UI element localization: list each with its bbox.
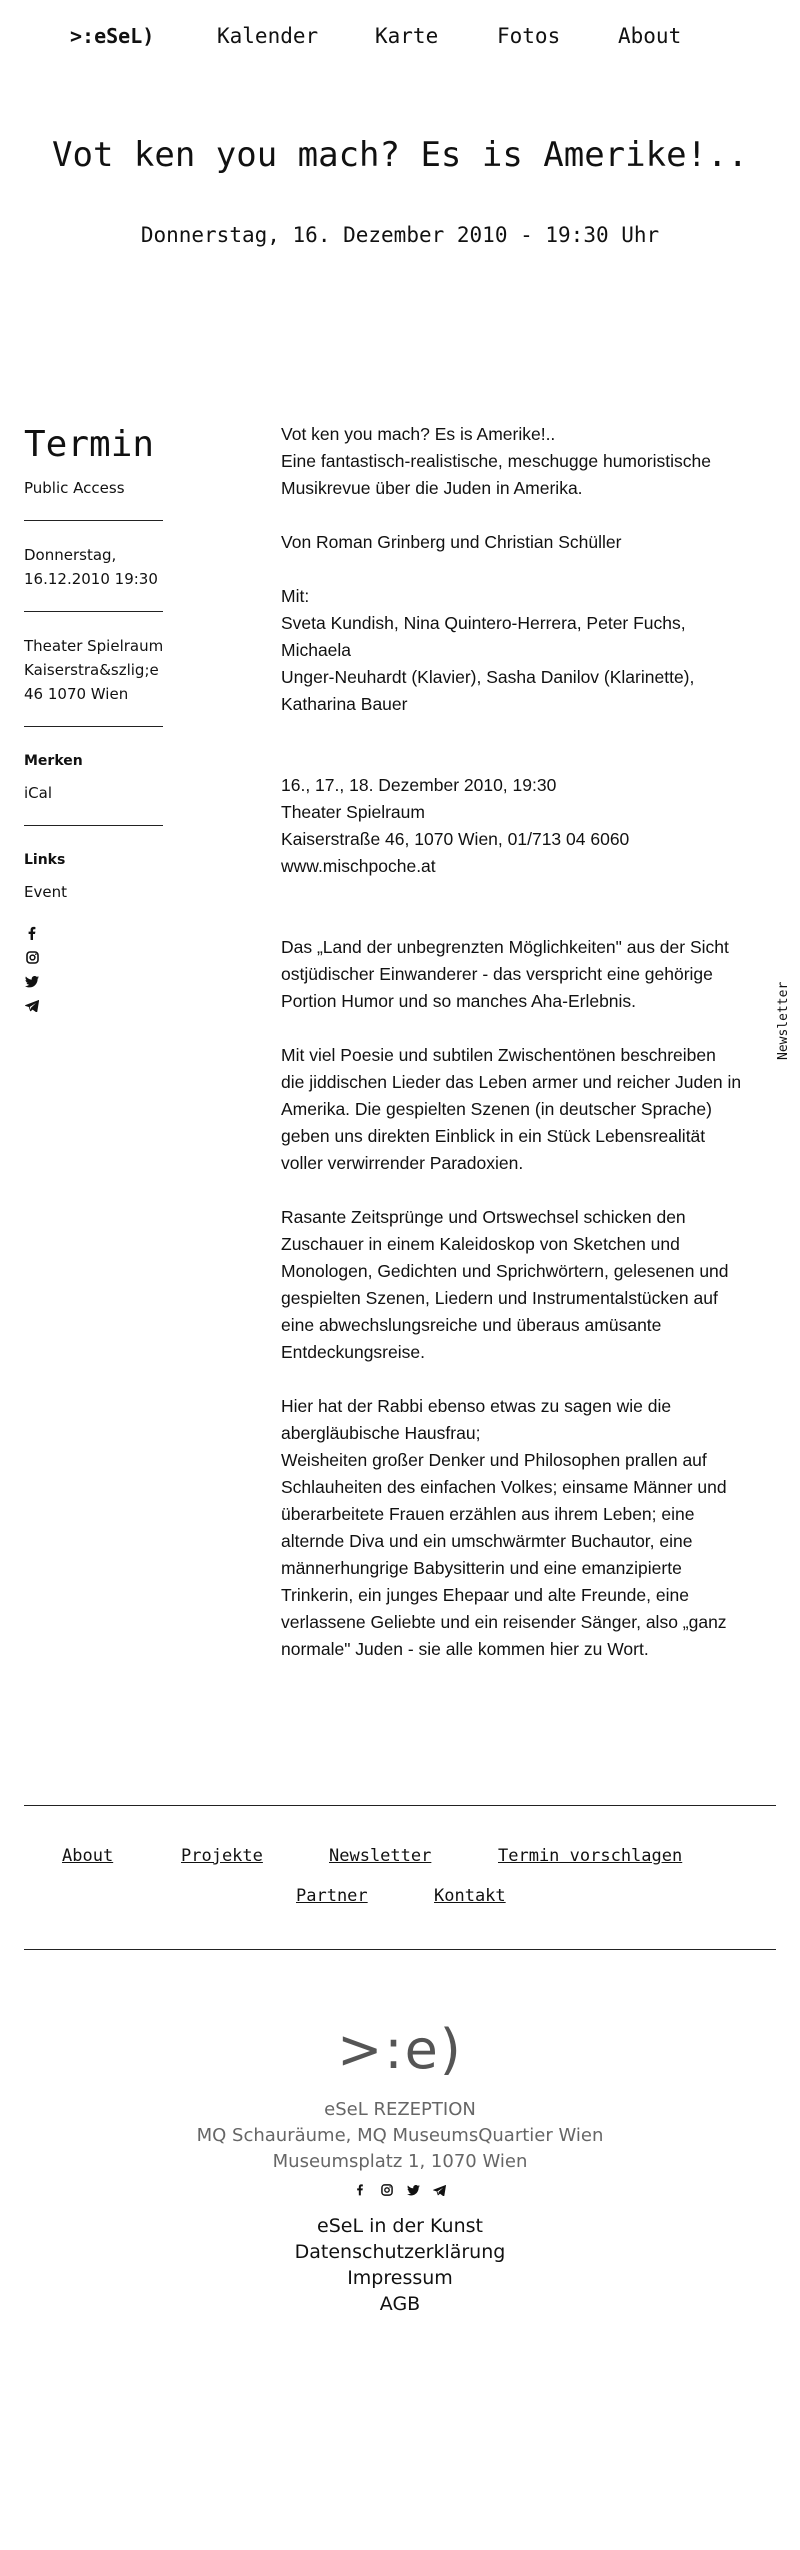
sidebar-title: Termin [24, 424, 155, 465]
text-line: männerhungrige Babysitterin und eine emanzipierte [281, 1558, 682, 1578]
paragraph-gap [281, 556, 789, 583]
paragraph-gap [281, 718, 789, 745]
event-sidebar [24, 420, 164, 1020]
telegram-icon[interactable] [429, 2184, 451, 2200]
footer-link-agb[interactable]: AGB [379, 2293, 421, 2315]
divider [24, 520, 163, 521]
text-line: Rasante Zeitsprünge und Ortswechsel schicken den [281, 1207, 686, 1227]
access-label: Public Access [24, 479, 125, 497]
text-line: normale" Juden - sie alle kommen hier zu Wort. [281, 1639, 649, 1659]
paragraph-gap [281, 907, 789, 934]
footer-address-1: MQ Schauräume, MQ MuseumsQuartier Wien [196, 2125, 604, 2146]
footer-legal-links [0, 2213, 800, 2317]
text-line: www.mischpoche.at [281, 856, 436, 876]
venue-city: 46 1070 Wien [24, 685, 129, 703]
main-nav [0, 24, 800, 54]
instagram-icon[interactable] [376, 2184, 398, 2200]
sidebar-date [24, 543, 164, 591]
paragraph-gap [281, 745, 789, 772]
links-label: Links [24, 852, 66, 868]
text-line: Von Roman Grinberg und Christian Schüller [281, 532, 622, 552]
footer-link-impressum[interactable]: Impressum [347, 2267, 453, 2289]
text-line: Unger-Neuhardt (Klavier), Sasha Danilov (Klarinette), [281, 667, 695, 687]
nav-fotos[interactable]: Fotos [497, 24, 561, 48]
page-title: Vot ken you mach? Es is Amerike!.. [52, 135, 748, 175]
text-line: Schlauheiten des einfachen Volkes; einsame Männer und [281, 1477, 727, 1497]
divider [24, 825, 163, 826]
footer-address-2: Museumsplatz 1, 1070 Wien [272, 2151, 528, 2172]
ical-link[interactable]: iCal [24, 784, 53, 802]
footer-link-partner[interactable]: Partner [296, 1886, 368, 1906]
text-line: verlassene Geliebte und ein reisender Sänger, also „ganz [281, 1612, 727, 1632]
text-line: abergläubische Hausfrau; [281, 1423, 481, 1443]
sidebar-date-time: 16.12.2010 19:30 [24, 570, 158, 588]
paragraph-gap [281, 1015, 789, 1042]
footer-link-newsletter[interactable]: Newsletter [329, 1846, 432, 1866]
newsletter-tab-label: Newsletter [776, 981, 791, 1060]
instagram-icon[interactable] [24, 948, 40, 972]
text-line: Sveta Kundish, Nina Quintero-Herrera, Peter Fuchs, [281, 613, 686, 633]
footer-link-termin-vorschlagen[interactable]: Termin vorschlagen [498, 1846, 683, 1866]
text-line: ostjüdischer Einwanderer - das verspricht eine gehörige [281, 964, 713, 984]
text-line: eine abwechslungsreiche und überaus amüsante [281, 1315, 662, 1335]
text-line: Katharina Bauer [281, 694, 408, 714]
footer-org: eSeL REZEPTION [324, 2099, 476, 2120]
nav-karte[interactable]: Karte [375, 24, 439, 48]
paragraph-gap [281, 502, 789, 529]
text-line: Musikrevue über die Juden in Amerika. [281, 478, 583, 498]
footer-link-esel-in-der-kunst[interactable]: eSeL in der Kunst [317, 2215, 483, 2237]
paragraph-gap [281, 1177, 789, 1204]
text-line: Monologen, Gedichten und Sprichwörtern, gelesenen und [281, 1261, 729, 1281]
event-datetime: Donnerstag, 16. Dezember 2010 - 19:30 Uhr [140, 223, 660, 247]
footer-link-datenschutz[interactable]: Datenschutzerklärung [294, 2241, 506, 2263]
footer-social-links [0, 2183, 800, 2200]
text-line: 16., 17., 18. Dezember 2010, 19:30 [281, 775, 557, 795]
text-line: Vot ken you mach? Es is Amerike!.. [281, 424, 556, 444]
nav-kalender[interactable]: Kalender [217, 24, 319, 48]
text-line: geben uns direkten Einblick in ein Stück Lebensrealität [281, 1126, 706, 1146]
facebook-icon[interactable] [349, 2183, 371, 2200]
footer-link-projekte[interactable]: Projekte [181, 1846, 263, 1866]
footer-link-about[interactable]: About [62, 1846, 114, 1866]
text-line: Zuschauer in einem Kaleidoskop von Sketchen und [281, 1234, 680, 1254]
paragraph-gap [281, 880, 789, 907]
footer-divider [24, 1805, 776, 1806]
sidebar-venue [24, 634, 164, 706]
text-line: Kaiserstraße 46, 1070 Wien, 01/713 04 6060 [281, 829, 630, 849]
text-line: Das „Land der unbegrenzten Möglichkeiten" aus der Sicht [281, 937, 729, 957]
text-line: Amerika. Die gespielten Szenen (in deutscher Sprache) [281, 1099, 712, 1119]
text-line: überarbeitete Frauen erzählen aus ihrem Leben; eine [281, 1504, 695, 1524]
text-line: Mit viel Poesie und subtilen Zwischentönen beschreiben [281, 1045, 716, 1065]
text-line: Hier hat der Rabbi ebenso etwas zu sagen wie die [281, 1396, 672, 1416]
text-line: die jiddischen Lieder das Leben armer und reicher Juden in [281, 1072, 742, 1092]
text-line: voller verwirrender Paradoxien. [281, 1153, 524, 1173]
twitter-icon[interactable] [402, 2184, 424, 2200]
site-logo[interactable]: >:eSeL) [70, 24, 155, 48]
newsletter-tab[interactable] [752, 978, 791, 1060]
text-line: Portion Humor und so manches Aha-Erlebnis. [281, 991, 637, 1011]
venue-name: Theater Spielraum [24, 637, 164, 655]
text-line: Theater Spielraum [281, 802, 425, 822]
nav-about[interactable]: About [618, 24, 682, 48]
merken-label: Merken [24, 753, 83, 769]
text-line: Entdeckungsreise. [281, 1342, 425, 1362]
divider [24, 726, 163, 727]
divider [24, 611, 163, 612]
text-line: Mit: [281, 586, 310, 606]
footer-divider [24, 1949, 776, 1950]
venue-street: Kaiserstra&szlig;e [24, 661, 159, 679]
social-links [24, 924, 164, 1020]
text-line: Eine fantastisch-realistische, meschugge humoristische [281, 451, 711, 471]
text-line: Trinkerin, ein junges Ehepaar und alte Freunde, eine [281, 1585, 689, 1605]
text-line: alternde Diva und ein umschwärmter Buchautor, eine [281, 1531, 693, 1551]
footer-logo[interactable]: >:e) [337, 2018, 463, 2081]
paragraph-gap [281, 1366, 789, 1393]
footer-link-kontakt[interactable]: Kontakt [434, 1886, 506, 1906]
sidebar-date-weekday: Donnerstag, [24, 546, 117, 564]
text-line: Weisheiten großer Denker und Philosophen prallen auf [281, 1450, 707, 1470]
event-link[interactable]: Event [24, 883, 67, 901]
event-description [281, 421, 789, 1663]
telegram-icon[interactable] [24, 996, 40, 1020]
facebook-icon[interactable] [24, 924, 40, 948]
text-line: gespielten Szenen, Liedern und Instrumentalstücken auf [281, 1288, 718, 1308]
twitter-icon[interactable] [24, 972, 40, 996]
text-line: Michaela [281, 640, 352, 660]
